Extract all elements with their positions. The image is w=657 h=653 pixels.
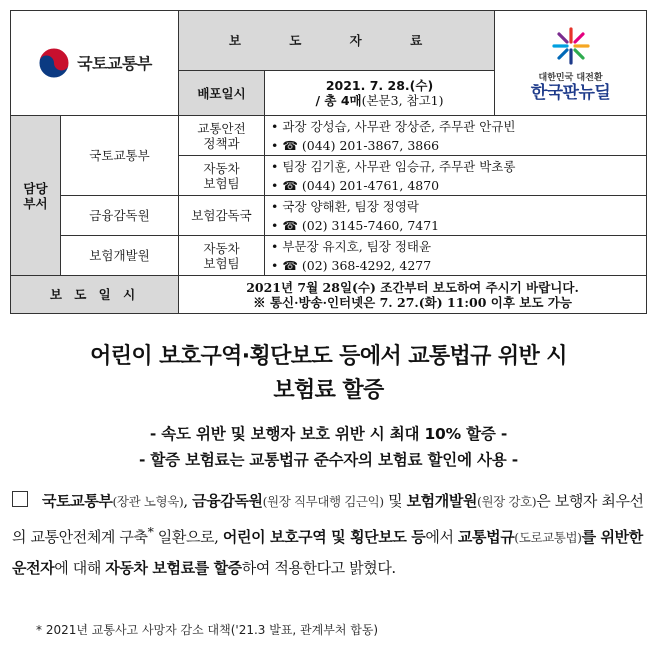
contact-phone: • ☎ (044) 201-4761, 4870: [271, 177, 440, 193]
org-name: 보험개발원: [406, 492, 478, 510]
press-header-table: [10, 10, 647, 314]
press-release-title: 보 도 자 료: [179, 11, 495, 71]
contact-names: • 팀장 김기훈, 사무관 임승규, 주무관 박초롱: [271, 158, 516, 174]
org-head: (원장 강호): [477, 494, 537, 509]
headline: [0, 340, 657, 408]
contact-names: • 과장 강성습, 사무관 장상준, 주무관 안규빈: [271, 118, 516, 134]
new-deal-star-icon: [551, 26, 591, 66]
ministry-emblem-icon: [37, 46, 71, 80]
org-name: 금융감독원: [192, 492, 263, 510]
footnote-marker: *: [147, 524, 154, 539]
release-date: 2021. 7. 28.(수): [325, 78, 434, 93]
new-deal-logo-cell: [495, 11, 647, 116]
ministry-logo-cell: [11, 11, 179, 116]
ministry-name: 국토교통부: [77, 53, 152, 73]
org-head: (장관 노형욱): [112, 494, 184, 509]
contact-names: • 부문장 유지호, 팀장 정태윤: [271, 238, 432, 254]
contact-phone: • ☎ (02) 368-4292, 4277: [271, 257, 432, 273]
embargo-line: 2021년 7월 28일(수) 조간부터 보도하여 주시기 바랍니다.: [246, 279, 579, 295]
contact-info: [265, 196, 647, 236]
contact-team: 교통안전 정책과: [179, 116, 265, 156]
emphasis: 어린이 보호구역 및 횡단보도 등: [222, 528, 426, 546]
contact-dept: 보험개발원: [61, 236, 179, 276]
embargo-note: ※ 통신·방송·인터넷은 7. 27.(화) 11:00 이후 보도 가능: [253, 294, 572, 310]
contact-info: [265, 236, 647, 276]
contact-team: 자동차 보험팀: [179, 236, 265, 276]
new-deal-tagline: 대한민국 대전환: [538, 72, 603, 83]
headline-line-2: 보험료 할증: [273, 378, 384, 403]
footnote: * 2021년 교통사고 사망자 감소 대책('21.3 발표, 관계부처 합동): [36, 623, 379, 637]
contact-team: 자동차 보험팀: [179, 156, 265, 196]
body-text: 은 보행자 최우선의 교통안전체계 구축: [12, 492, 644, 546]
page-count: / 총 4매: [315, 93, 362, 108]
contact-dept: 금융감독원: [61, 196, 179, 236]
contact-team: 보험감독국: [179, 196, 265, 236]
org-head: (원장 직무대행 김근익): [262, 494, 384, 509]
contact-info: [265, 116, 647, 156]
body-text: ,: [183, 492, 193, 510]
body-text: 에 대해: [54, 559, 106, 577]
subheadline-1: - 속도 위반 및 보행자 보호 위반 시 최대 10% 할증 -: [149, 425, 508, 443]
body-text: 및: [383, 492, 407, 510]
release-date-cell: [265, 71, 495, 116]
body-text: 일환으로,: [153, 528, 223, 546]
contact-names: • 국장 양해환, 팀장 정영락: [271, 198, 419, 214]
page-detail: (본문3, 참고1): [361, 93, 444, 108]
headline-line-1: 어린이 보호구역·횡단보도 등에서 교통법규 위반 시: [90, 344, 567, 369]
lead-paragraph: [12, 486, 646, 583]
contact-phone: • ☎ (02) 3145-7460, 7471: [271, 217, 440, 233]
emphasis: 교통법규: [457, 528, 515, 546]
subheadline-2: - 할증 보험료는 교통법규 준수자의 보험료 할인에 사용 -: [138, 451, 519, 469]
embargo-label: 보 도 일 시: [11, 276, 179, 314]
body-text: 하여 적용한다고 밝혔다.: [241, 559, 396, 577]
new-deal-wordmark: 한국판뉴딜: [530, 82, 611, 103]
contact-side-label: 담당 부서: [11, 116, 61, 276]
contact-dept: 국토교통부: [61, 116, 179, 196]
checkbox-bullet-icon: [12, 491, 28, 507]
law-name: (도로교통법): [514, 530, 582, 545]
org-name: 국토교통부: [42, 492, 113, 510]
emphasis: 자동차 보험료를 할증: [105, 559, 242, 577]
body-text: 에서: [425, 528, 458, 546]
embargo-info: [179, 276, 647, 314]
contact-phone: • ☎ (044) 201-3867, 3866: [271, 137, 440, 153]
release-time-label: 배포일시: [179, 71, 265, 116]
emphasis: 를 위반한 운전자: [12, 528, 643, 577]
contact-info: [265, 156, 647, 196]
